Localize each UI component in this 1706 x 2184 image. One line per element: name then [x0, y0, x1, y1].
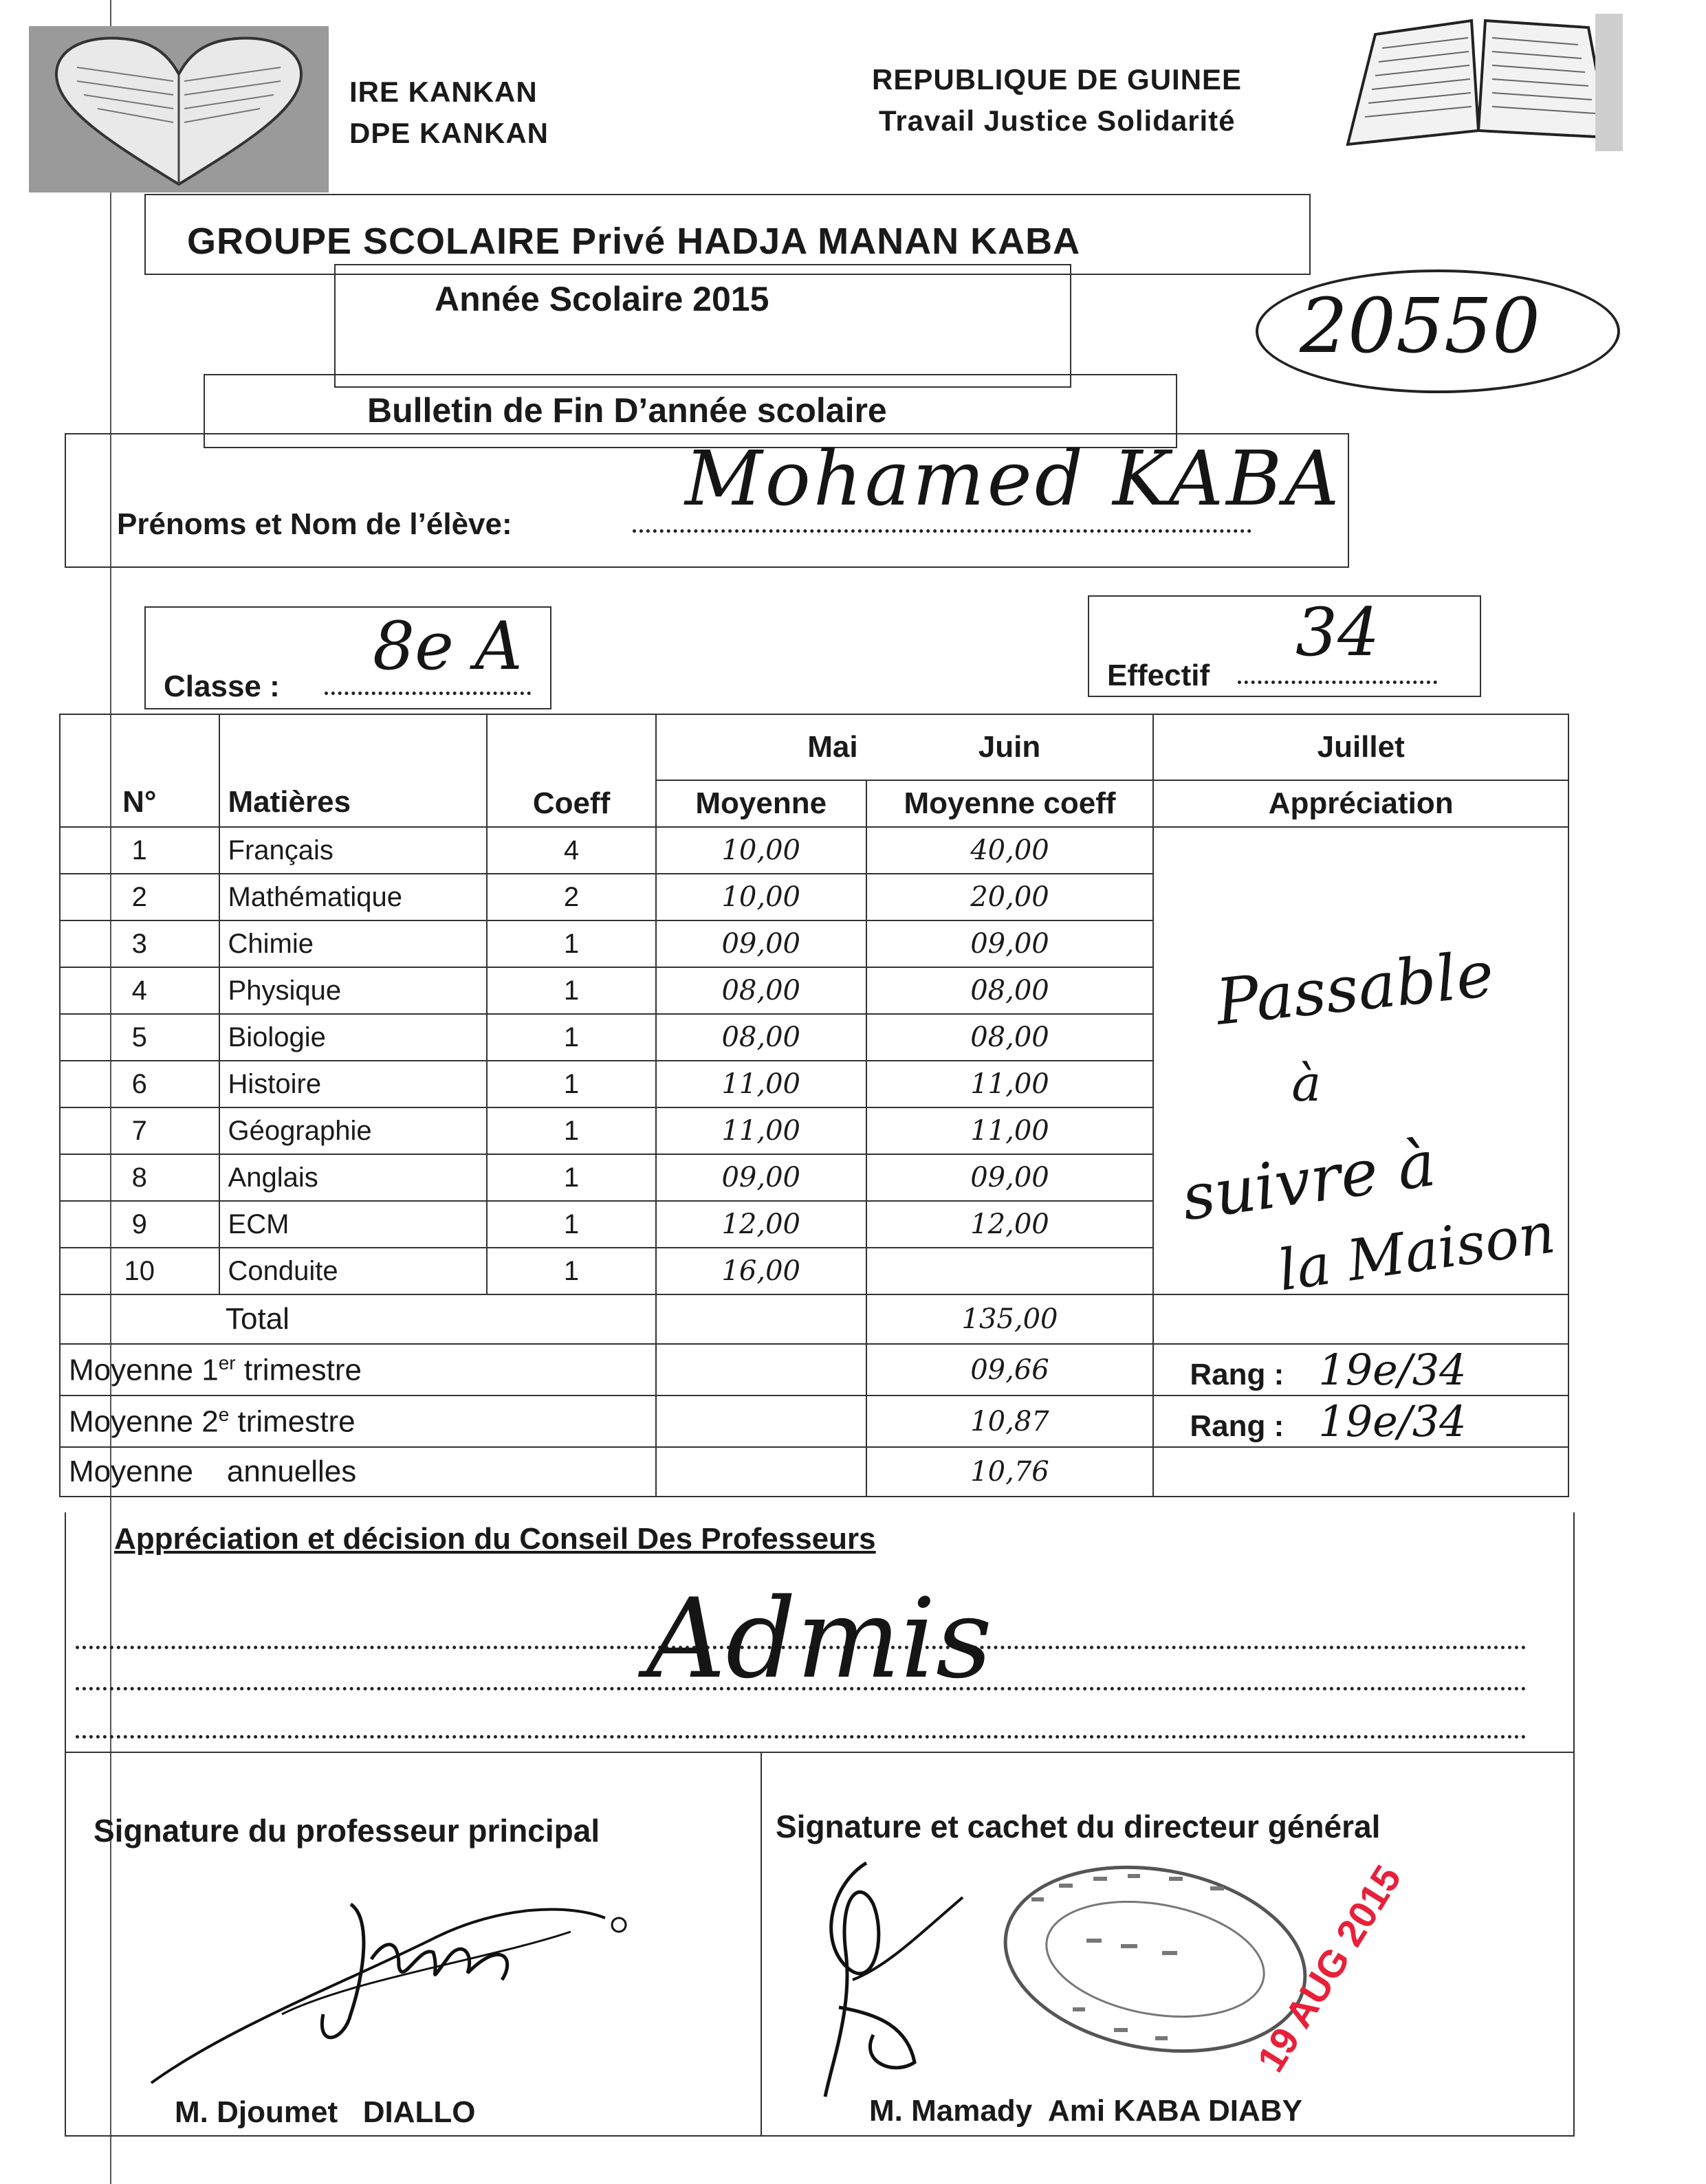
- directeur-name: M. Mamady Ami KABA DIABY: [869, 2094, 1302, 2128]
- open-book-icon: [1334, 14, 1623, 151]
- row-no: 9: [60, 1201, 219, 1248]
- row-moyenne: 08,00: [656, 967, 866, 1014]
- school-name: GROUPE SCOLAIRE Privé HADJA MANAN KABA: [187, 221, 1081, 262]
- student-name: Mohamed KABA: [685, 434, 1342, 522]
- professeur-signature-icon: [144, 1877, 639, 2097]
- row-no: 4: [60, 967, 219, 1014]
- row-no: 1: [60, 827, 219, 874]
- total-mai-cell: [656, 1294, 866, 1344]
- directeur-signature-icon: [791, 1856, 997, 2104]
- classe-label: Classe :: [164, 670, 280, 703]
- row-moyenne-coeff: 11,00: [866, 1061, 1154, 1107]
- student-name-dotted-line: [633, 529, 1251, 533]
- header-appreciation: Appréciation: [1153, 780, 1568, 827]
- header-juillet: Juillet: [1153, 714, 1568, 780]
- row-moyenne-coeff: 08,00: [866, 967, 1154, 1014]
- appreciation-line-4: la Maison: [1274, 1200, 1560, 1304]
- moyenne-1-mai-cell: [656, 1344, 866, 1396]
- effectif-dotted-line: [1238, 681, 1437, 684]
- header-coeff: Coeff: [487, 780, 656, 827]
- row-no: 3: [60, 920, 219, 967]
- row-moyenne: 09,00: [656, 920, 866, 967]
- professeur-signature-title: Signature du professeur principal: [94, 1813, 600, 1849]
- row-moyenne: 11,00: [656, 1107, 866, 1154]
- row-no: 10: [60, 1248, 219, 1294]
- bulletin-number: 20550: [1300, 282, 1540, 370]
- row-moyenne: 10,00: [656, 827, 866, 874]
- moyenne-annuelle-mai-cell: [656, 1447, 866, 1497]
- rang-2-value: 19e/34: [1318, 1396, 1467, 1446]
- school-name-box: [144, 194, 1311, 275]
- row-moyenne: 16,00: [656, 1248, 866, 1294]
- rang-2-cell: [1153, 1396, 1568, 1447]
- school-year-box: [334, 264, 1071, 388]
- appreciation-line-1: Passable: [1212, 937, 1498, 1039]
- row-matiere: Biologie: [219, 1014, 488, 1061]
- moyenne-trimestre-2-row: [60, 1396, 1568, 1447]
- row-no: 7: [60, 1107, 219, 1154]
- row-moyenne-coeff: [866, 1248, 1154, 1294]
- effectif-label: Effectif: [1107, 659, 1210, 692]
- moyenne-trimestre-1-row: [60, 1344, 1568, 1396]
- row-moyenne-coeff: 12,00: [866, 1201, 1154, 1248]
- effectif-box: [1088, 595, 1481, 697]
- row-moyenne-coeff: 08,00: [866, 1014, 1154, 1061]
- row-matiere: ECM: [219, 1201, 488, 1248]
- country-name: REPUBLIQUE DE GUINEE: [872, 63, 1243, 96]
- row-coeff: 1: [487, 920, 656, 967]
- table-row: [60, 827, 1568, 874]
- row-coeff: 2: [487, 874, 656, 920]
- effectif-value: 34: [1295, 594, 1380, 671]
- student-name-label: Prénoms et Nom de l’élève:: [117, 507, 512, 541]
- row-matiere: Mathématique: [219, 874, 488, 920]
- header-moyenne: Moyenne: [656, 780, 866, 827]
- moyenne-annuelle-row: [60, 1447, 1568, 1497]
- grades-table: [59, 714, 1569, 1497]
- row-coeff: 4: [487, 827, 656, 874]
- row-matiere: Histoire: [219, 1061, 488, 1107]
- row-matiere: Anglais: [219, 1154, 488, 1201]
- country-motto: Travail Justice Solidarité: [879, 104, 1236, 137]
- bulletin-number-oval: [1256, 269, 1620, 393]
- row-moyenne: 12,00: [656, 1201, 866, 1248]
- total-appreciation-cell: [1153, 1294, 1568, 1344]
- school-year: Année Scolaire 2015: [435, 280, 769, 318]
- moyenne-1-label-a: Moyenne 1: [69, 1353, 219, 1387]
- conseil-dotted-line-3: [76, 1735, 1527, 1739]
- moyenne-1-sup: er: [218, 1352, 236, 1374]
- row-no: 5: [60, 1014, 219, 1061]
- conseil-title: Appréciation et décision du Conseil Des Professeurs: [114, 1522, 876, 1556]
- rang-1-cell: [1153, 1344, 1568, 1396]
- total-label: Total: [60, 1294, 656, 1344]
- total-value: 135,00: [866, 1294, 1154, 1344]
- moyenne-trimestre-2-label: [60, 1396, 656, 1447]
- row-no: 2: [60, 874, 219, 920]
- row-moyenne-coeff: 40,00: [866, 827, 1154, 874]
- row-matiere: Physique: [219, 967, 488, 1014]
- student-name-box: [65, 433, 1349, 568]
- row-moyenne-coeff: 20,00: [866, 874, 1154, 920]
- row-moyenne: 09,00: [656, 1154, 866, 1201]
- rang-1-value: 19e/34: [1318, 1345, 1467, 1395]
- moyenne-2-label-b: trimestre: [229, 1404, 356, 1439]
- total-row: [60, 1294, 1568, 1344]
- appreciation-cell: [1153, 827, 1568, 1304]
- header-moyenne-coeff: Moyenne coeff: [866, 780, 1154, 827]
- row-moyenne: 10,00: [656, 874, 866, 920]
- classe-box: [144, 606, 551, 709]
- conseil-decision: Admis: [646, 1574, 992, 1703]
- header-juin: Juin: [866, 714, 1154, 780]
- directeur-signature-title: Signature et cachet du directeur général: [776, 1809, 1381, 1844]
- header-matieres: Matières: [219, 714, 488, 827]
- professeur-name: M. Djoumet DIALLO: [175, 2095, 476, 2129]
- row-coeff: 1: [487, 1061, 656, 1107]
- row-no: 6: [60, 1061, 219, 1107]
- row-coeff: 1: [487, 1014, 656, 1061]
- signatures-divider: [761, 1752, 762, 2137]
- row-moyenne-coeff: 09,00: [866, 1154, 1154, 1201]
- row-coeff: 1: [487, 1154, 656, 1201]
- moyenne-2-sup: e: [218, 1403, 230, 1425]
- moyenne-trimestre-1-label: [60, 1344, 656, 1396]
- moyenne-trimestre-1-value: 09,66: [866, 1344, 1154, 1396]
- row-coeff: 1: [487, 1248, 656, 1294]
- moyenne-1-label-b: trimestre: [235, 1353, 362, 1387]
- appreciation-line-2: à: [1291, 1055, 1322, 1112]
- rang-2-label: Rang :: [1190, 1409, 1284, 1443]
- rang-1-label: Rang :: [1190, 1358, 1284, 1391]
- stamp-date: 19 AUG 2015: [1248, 1857, 1410, 2080]
- appreciation-line-3: suivre à: [1177, 1126, 1441, 1235]
- table-header-row-months: [60, 714, 1568, 780]
- bulletin-title: Bulletin de Fin D’année scolaire: [367, 391, 887, 430]
- row-coeff: 1: [487, 1201, 656, 1248]
- moyenne-2-mai-cell: [656, 1396, 866, 1447]
- row-coeff: 1: [487, 967, 656, 1014]
- moyenne-2-label-a: Moyenne 2: [69, 1404, 219, 1439]
- moyenne-annuelle-blank-cell: [1153, 1447, 1568, 1497]
- dpe-kankan-label: DPE KANKAN: [349, 117, 549, 149]
- classe-dotted-line: [325, 692, 531, 695]
- row-moyenne-coeff: 09,00: [866, 920, 1154, 967]
- header-blank: [487, 714, 656, 780]
- row-matiere: Chimie: [219, 920, 488, 967]
- moyenne-annuelle-label: Moyenne annuelles: [60, 1447, 656, 1497]
- row-coeff: 1: [487, 1107, 656, 1154]
- row-matiere: Géographie: [219, 1107, 488, 1154]
- row-no: 8: [60, 1154, 219, 1201]
- row-moyenne: 08,00: [656, 1014, 866, 1061]
- ire-kankan-label: IRE KANKAN: [349, 76, 538, 108]
- header-mai: Mai: [656, 714, 866, 780]
- school-emblem-icon: [29, 26, 329, 192]
- moyenne-annuelle-value: 10,76: [866, 1447, 1154, 1497]
- header-no: N°: [60, 714, 219, 827]
- row-moyenne-coeff: 11,00: [866, 1107, 1154, 1154]
- row-matiere: Français: [219, 827, 488, 874]
- row-matiere: Conduite: [219, 1248, 488, 1294]
- moyenne-trimestre-2-value: 10,87: [866, 1396, 1154, 1447]
- classe-value: 8e A: [373, 608, 523, 685]
- row-moyenne: 11,00: [656, 1061, 866, 1107]
